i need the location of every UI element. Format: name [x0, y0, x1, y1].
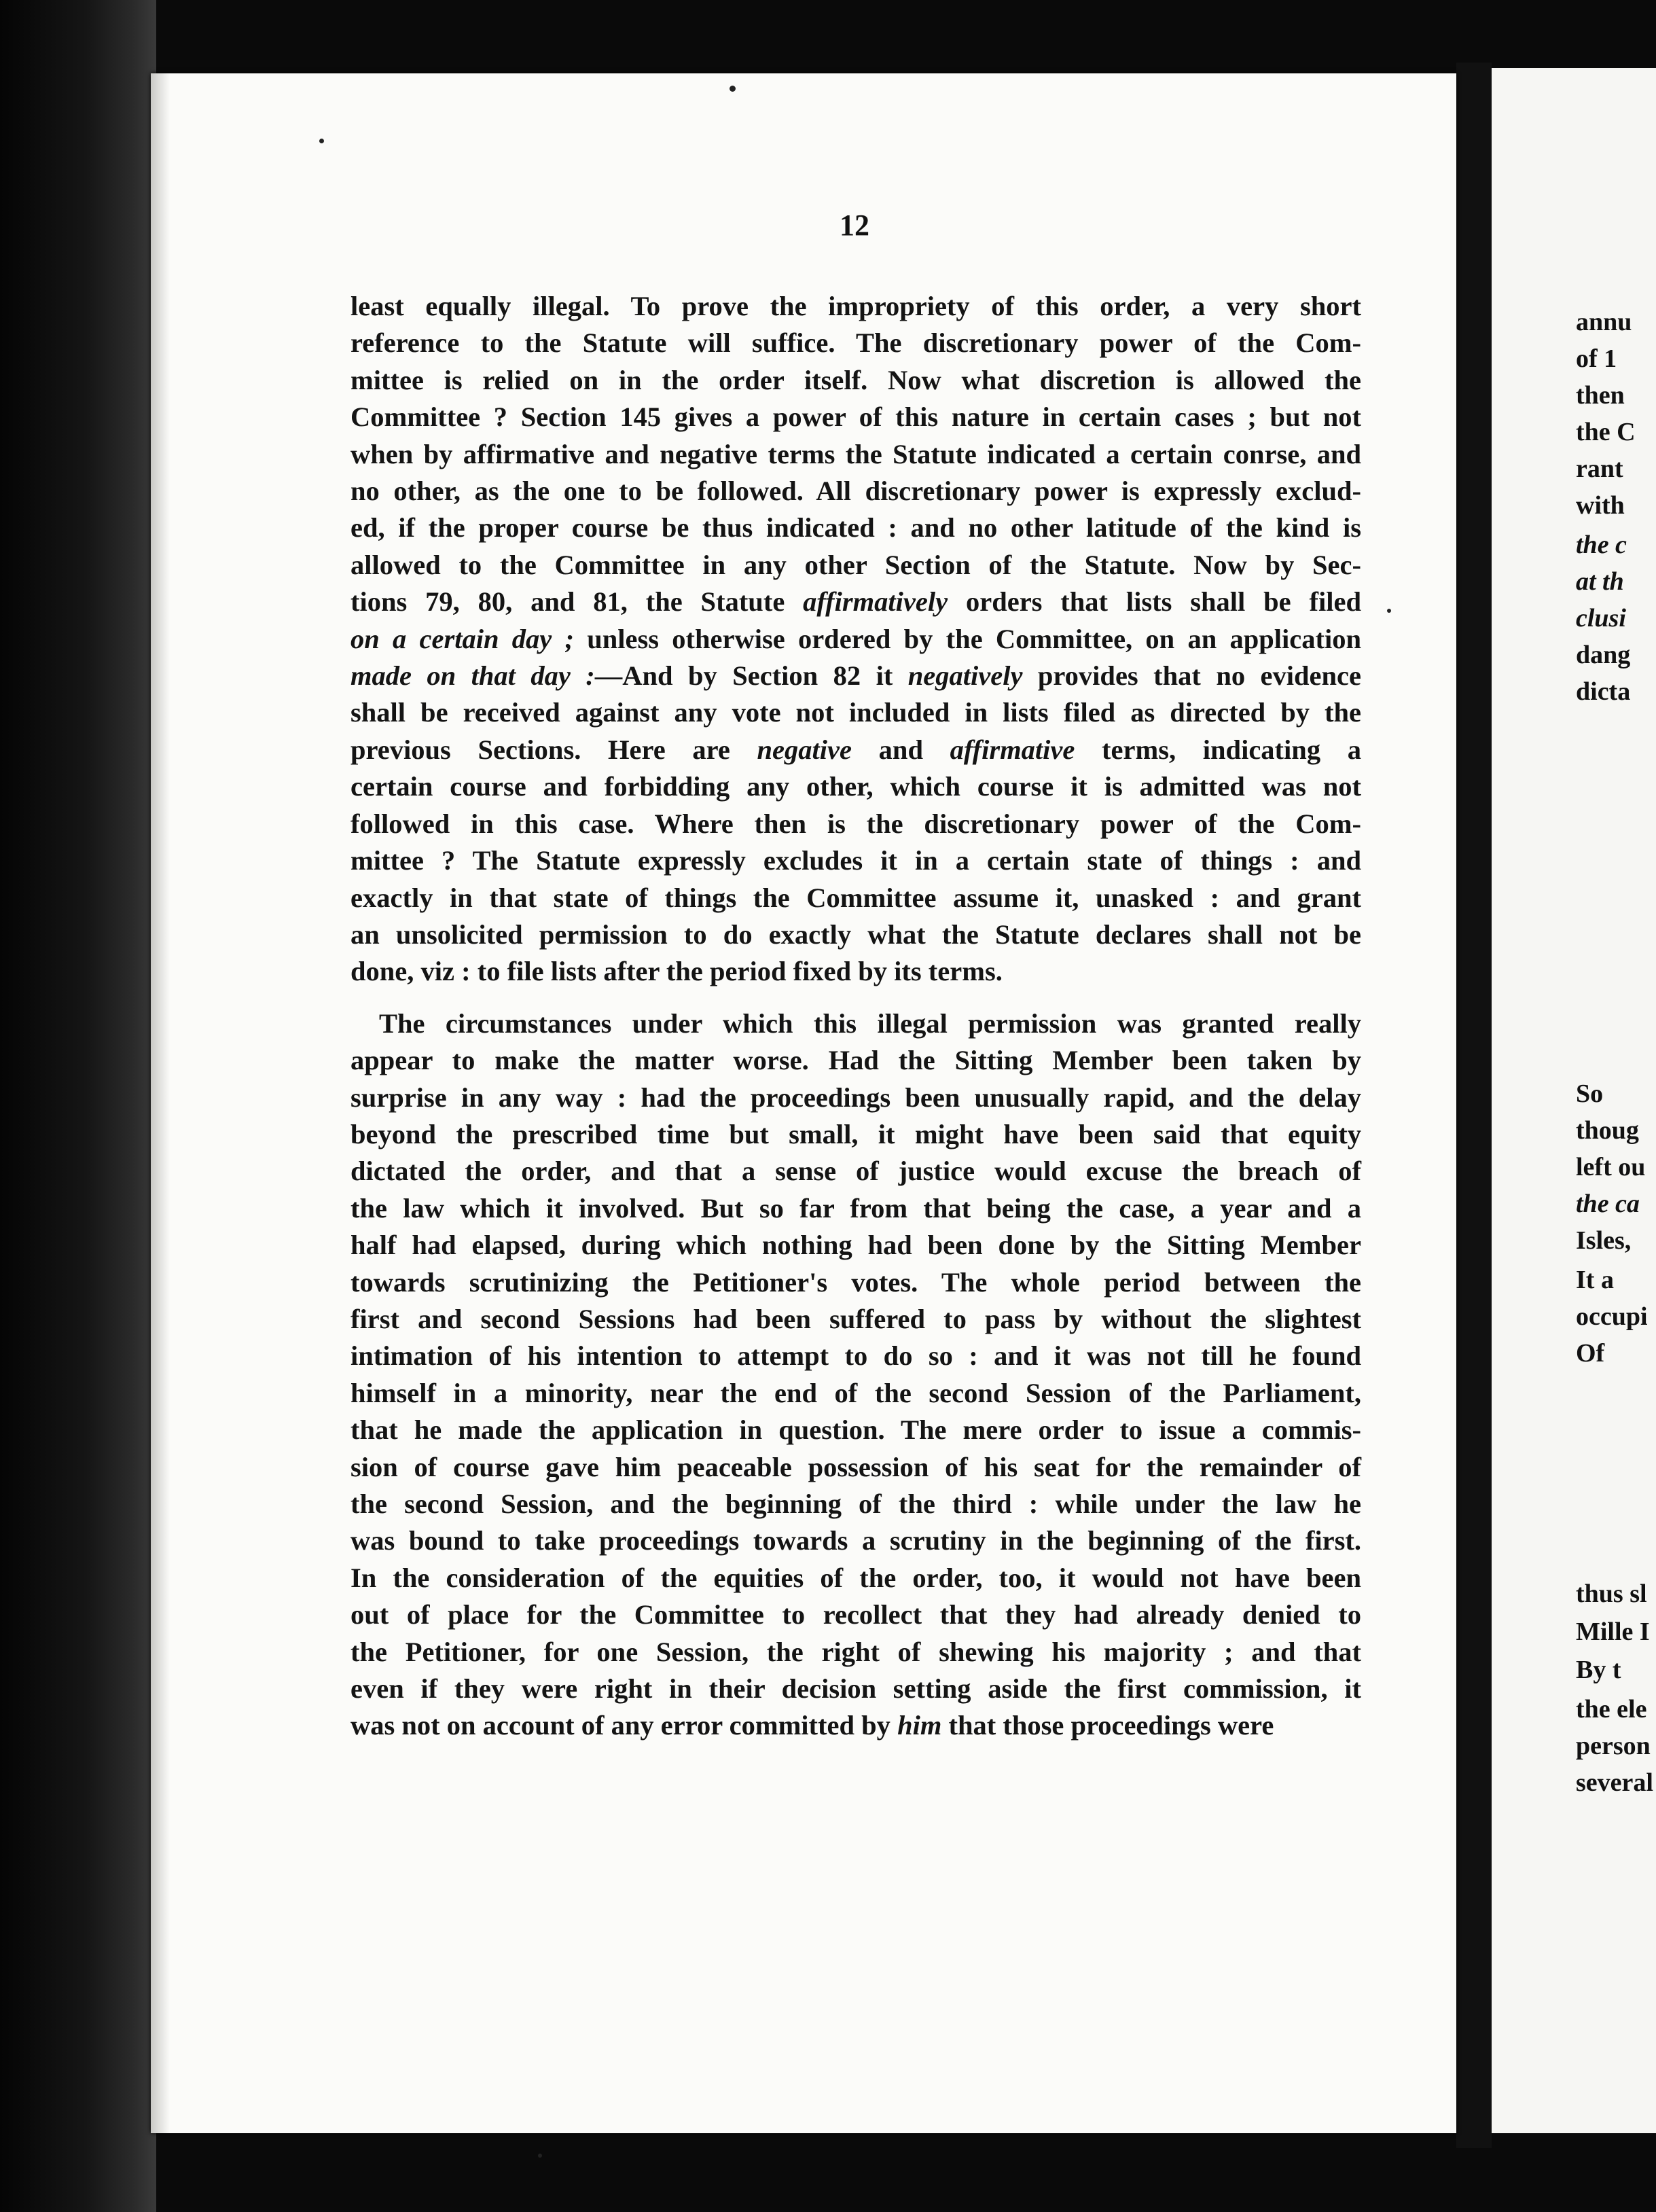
italic-text: negative: [757, 734, 852, 765]
facing-page-fragment: Isles,: [1576, 1226, 1632, 1255]
text-line: when by affirmative and negative terms the Statute indicated a certain conrse, and: [350, 438, 1361, 469]
text-line: first and second Sessions had been suffered to pass by without the slightest: [350, 1303, 1361, 1334]
text-line: appear to make the matter worse. Had the Sitting Member been taken by: [350, 1045, 1361, 1076]
page-shadow: [151, 73, 170, 2133]
text-line: ed, if the proper course be thus indicated : and no other latitude of the kind is: [350, 512, 1361, 543]
text-line: himself in a minority, near the end of the second Session of the Parliament,: [350, 1377, 1361, 1408]
text-line: followed in this case. Where then is the discretionary power of the Com-: [350, 808, 1361, 839]
text-line: an unsolicited permission to do exactly what the Statute declares shall not be: [350, 918, 1361, 950]
scan-speck: [538, 2154, 542, 2158]
text-line: the law which it involved. But so far from that being the case, a year and a: [350, 1192, 1361, 1224]
text-line: the second Session, and the beginning of the third : while under the law he: [350, 1488, 1361, 1519]
facing-page-fragment: dang: [1576, 641, 1631, 669]
text-line: beyond the prescribed time but small, it might have been said that equity: [350, 1118, 1361, 1149]
text-line: was bound to take proceedings towards a scrutiny in the beginning of the first.: [350, 1525, 1361, 1556]
italic-text: him: [897, 1710, 942, 1741]
text-line: the Petitioner, for one Session, the right of shewing his majority ; and that: [350, 1636, 1361, 1667]
text-line: Committee ? Section 145 gives a power of this nature in certain cases ; but not: [350, 402, 1361, 433]
facing-page-fragment: annu: [1576, 308, 1632, 336]
text-line: no other, as the one to be followed. All discretionary power is expressly exclud-: [350, 476, 1361, 507]
page-number: 12: [840, 209, 869, 242]
facing-page-fragment: left ou: [1576, 1153, 1646, 1181]
scan-border-left: [0, 0, 156, 2212]
text-line: even if they were right in their decision setting aside the first commission, it: [350, 1673, 1361, 1705]
text-line: done, viz : to file lists after the period fixed by its terms.: [350, 956, 1003, 987]
scan-speck: [730, 86, 736, 92]
facing-page-fragment: the C: [1576, 418, 1636, 446]
text-line: intimation of his intention to attempt to do so : and it was not till he found: [350, 1340, 1361, 1372]
facing-page-fragment: It a: [1576, 1266, 1614, 1294]
paragraph-1: [350, 288, 1361, 991]
text-line: that he made the application in question. The mere order to issue a commis-: [350, 1414, 1361, 1446]
facing-page-fragment: occupi: [1576, 1302, 1648, 1331]
facing-page-fragment: rant: [1576, 454, 1623, 483]
text-line: surprise in any way : had the proceedings been unusually rapid, and the delay: [350, 1082, 1361, 1113]
facing-page-fragment: the ca: [1576, 1190, 1640, 1218]
italic-text: negatively: [907, 660, 1023, 692]
book-gutter: [1456, 63, 1492, 2148]
facing-page-fragment: person: [1576, 1732, 1651, 1760]
text-line: exactly in that state of things the Committee assume it, unasked : and grant: [350, 882, 1361, 913]
facing-page-fragment: the c: [1576, 531, 1627, 559]
facing-page-fragment: at th: [1576, 567, 1624, 596]
facing-page-fragment: clusi: [1576, 604, 1626, 632]
text-line: In the consideration of the equities of the order, too, it would not have been: [350, 1562, 1361, 1593]
text-line: on a certain day ; unless otherwise ordered by the Committee, on an application: [350, 623, 1362, 654]
text-line: dictated the order, and that a sense of justice would excuse the breach of: [350, 1156, 1361, 1187]
facing-page-fragment: thus sl: [1576, 1580, 1647, 1608]
facing-page-fragment: Of: [1576, 1339, 1605, 1368]
italic-text: on a certain day ;: [350, 623, 574, 654]
text-line: out of place for the Committee to recollect that they had already denied to: [350, 1599, 1361, 1630]
body-text: [350, 288, 1361, 1745]
text-line: allowed to the Committee in any other Section of the Statute. Now by Sec-: [350, 549, 1361, 580]
paragraph-2: [350, 1005, 1361, 1745]
facing-page-fragment: of 1: [1576, 344, 1617, 373]
text-line: previous Sections. Here are negative and affirmative terms, indicating a: [350, 734, 1361, 765]
facing-page-fragment: dicta: [1576, 677, 1631, 706]
text-line: made on that day :—And by Section 82 it negatively provides that no evidence: [350, 660, 1361, 692]
facing-page-fragment: Mille I: [1576, 1618, 1650, 1646]
italic-text: affirmatively: [803, 586, 948, 618]
text-line: reference to the Statute will suffice. The discretionary power of the Com-: [350, 327, 1361, 359]
italic-text: made on that day :: [350, 660, 595, 692]
text-line: mittee is relied on in the order itself. Now what discretion is allowed the: [350, 364, 1361, 395]
facing-page-fragment: several: [1576, 1768, 1653, 1797]
text-line: half had elapsed, during which nothing had been done by the Sitting Member: [350, 1230, 1361, 1261]
facing-page-fragment: thoug: [1576, 1116, 1639, 1145]
italic-text: affirmative: [950, 734, 1075, 765]
facing-page-fragment: with: [1576, 491, 1625, 520]
text-line: least equally illegal. To prove the impropriety of this order, a very short: [350, 291, 1361, 321]
facing-page-fragment: By t: [1576, 1656, 1621, 1684]
text-line: was not on account of any error committed by him that those proceedings were: [350, 1710, 1274, 1741]
facing-page-fragment: the ele: [1576, 1695, 1647, 1724]
text-line: tions 79, 80, and 81, the Statute affirmatively orders that lists shall be filed: [350, 586, 1361, 618]
text-line: certain course and forbidding any other, which course it is admitted was not: [350, 771, 1361, 802]
text-line: shall be received against any vote not included in lists filed as directed by the: [350, 697, 1361, 728]
text-line: sion of course gave him peaceable possession of his seat for the remainder of: [350, 1451, 1361, 1482]
facing-page-fragment: So: [1576, 1080, 1604, 1108]
scan-speck: [319, 139, 324, 143]
text-line: towards scrutinizing the Petitioner's votes. The whole period between the: [350, 1266, 1361, 1298]
scan-speck: [1387, 609, 1391, 613]
text-line: The circumstances under which this illegal permission was granted really: [379, 1007, 1361, 1039]
text-line: mittee ? The Statute expressly excludes it in a certain state of things : and: [350, 845, 1361, 876]
facing-page-fragment: then: [1576, 381, 1625, 410]
